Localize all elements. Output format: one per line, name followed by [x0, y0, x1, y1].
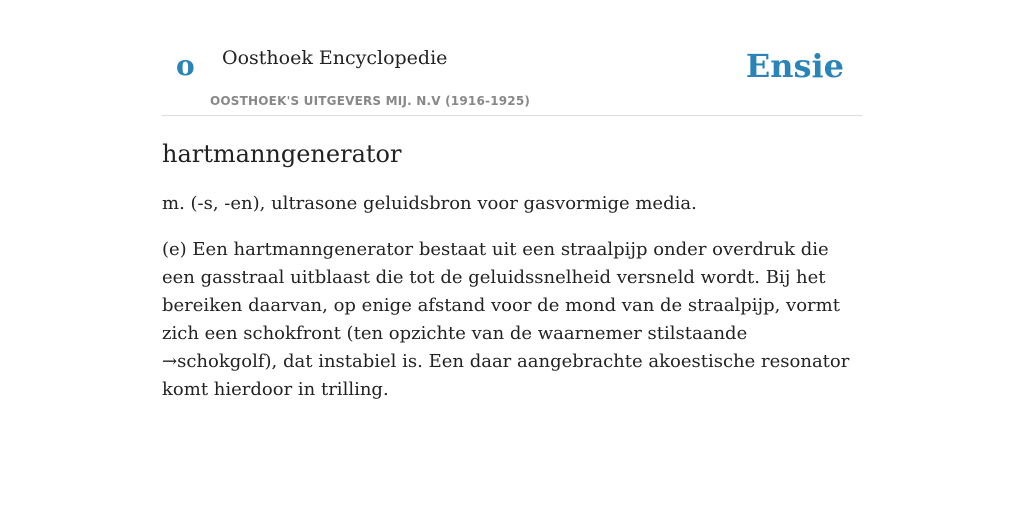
schokgolf-link[interactable]: →schokgolf — [162, 351, 265, 372]
entry-content — [162, 138, 862, 404]
entry-explanation — [162, 236, 862, 404]
publisher-label: OOSTHOEK'S UITGEVERS MIJ. N.V (1916-1925) — [210, 94, 531, 108]
explanation-text-before: (e) Een hartmanngenerator bestaat uit een straalpijp onder overdruk die een gasstraal uitblaast die tot de geluidssnelheid versneld wordt. Bij het bereiken daarvan, op enige afstand voor de mond van de straalpijp, vormt zich een schokfront (ten opzichte van de waarnemer stilstaande — [162, 239, 840, 344]
site-header — [162, 30, 862, 116]
encyclopedia-title-link[interactable]: Oosthoek Encyclopedie — [222, 47, 448, 69]
explanation-text-after: ), dat instabiel is. Een daar aangebrachte akoestische resonator komt hierdoor in trilling. — [162, 351, 850, 400]
entry-term-heading: hartmanngenerator — [162, 140, 402, 168]
entry-definition: m. (-s, -en), ultrasone geluidsbron voor gasvormige media. — [162, 193, 697, 214]
ensie-logo-link[interactable]: Ensie — [745, 47, 844, 85]
encyclopedia-logo-icon[interactable]: o — [176, 49, 195, 82]
